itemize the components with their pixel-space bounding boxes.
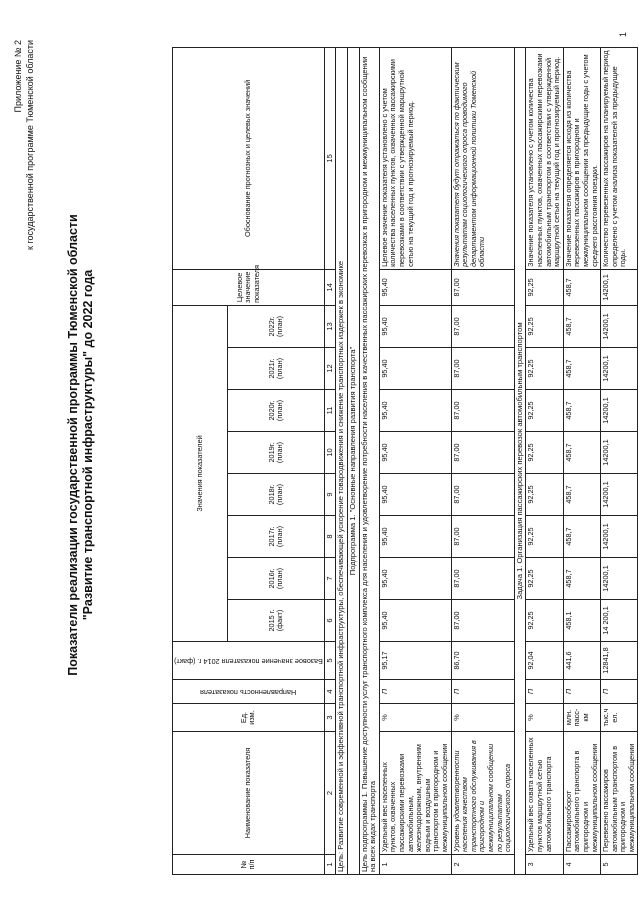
table-row bbox=[601, 47, 638, 874]
table-row bbox=[563, 47, 600, 874]
column-number: 1 bbox=[324, 855, 336, 875]
table-row bbox=[379, 47, 451, 874]
header-year: 2018г. (план) bbox=[228, 474, 324, 516]
column-number: 2 bbox=[324, 732, 336, 855]
column-number: 4 bbox=[324, 680, 336, 704]
title-line-1: Показатели реализации государственной программы Тюменской области bbox=[66, 214, 80, 676]
task-text: Задача 1. Организация пассажирских перевозок автомобильным транспортом bbox=[514, 47, 526, 874]
indicators-table bbox=[172, 47, 638, 875]
document-title bbox=[66, 45, 96, 845]
indicator-name: Пассажирооборот автомобильного транспорта в пригородном и межмуниципальном сообщении bbox=[563, 732, 600, 855]
year-value: 87,00 bbox=[451, 558, 514, 600]
header-direction bbox=[173, 680, 325, 704]
year-value: 95,40 bbox=[379, 516, 451, 558]
header-row-1 bbox=[173, 47, 228, 874]
table-row bbox=[526, 47, 563, 874]
row-number: 5 bbox=[601, 855, 638, 875]
header-year: 2015 г. (факт) bbox=[228, 600, 324, 642]
year-value: 92,25 bbox=[526, 348, 563, 390]
year-value: 92,25 bbox=[526, 516, 563, 558]
year-value: 14200,1 bbox=[601, 432, 638, 474]
column-number: 11 bbox=[324, 390, 336, 432]
year-value: 92,25 bbox=[526, 390, 563, 432]
column-number: 9 bbox=[324, 474, 336, 516]
year-value: 14200,1 bbox=[601, 474, 638, 516]
header-values-group: Значения показателей bbox=[173, 305, 228, 641]
year-value: 458,7 bbox=[563, 516, 600, 558]
appendix-line-2: к государственной программе Тюменской области bbox=[25, 40, 35, 250]
column-number: 3 bbox=[324, 704, 336, 732]
unit-cell: % bbox=[451, 704, 514, 732]
column-numbers-row bbox=[324, 47, 336, 874]
header-base bbox=[173, 642, 325, 680]
target-value: 95,40 bbox=[379, 269, 451, 305]
year-value: 87,00 bbox=[451, 432, 514, 474]
year-value: 458,7 bbox=[563, 474, 600, 516]
target-value: 458,7 bbox=[563, 269, 600, 305]
year-value: 87,00 bbox=[451, 305, 514, 347]
justification-cell: Целевое значение показателя установлено с учетом количества населенных пунктов, охваченных пассажирскими перевозками в соответствии с утвержденной маршрутной сетью на текущий год и прогнозируемый период. bbox=[379, 47, 451, 269]
column-number: 10 bbox=[324, 432, 336, 474]
goal-row bbox=[336, 47, 348, 874]
justification-cell: Количество перевезенных пассажиров на планируемый период определено с учетом анализа показателей за предыдущие годы. bbox=[601, 47, 638, 269]
year-value: 92,25 bbox=[526, 305, 563, 347]
header-year: 2017г. (план) bbox=[228, 516, 324, 558]
year-value: 92,25 bbox=[526, 432, 563, 474]
column-number: 5 bbox=[324, 642, 336, 680]
year-value: 95,40 bbox=[379, 432, 451, 474]
direction-cell: П bbox=[601, 680, 638, 704]
unit-cell: % bbox=[526, 704, 563, 732]
target-value: 14200,1 bbox=[601, 269, 638, 305]
header-base-text: Базовое значение показателя 2014 г. (факт) bbox=[174, 656, 323, 666]
indicator-name: Удельный вес охвата населенных пунктов маршрутной сетью автомобильного транспорта bbox=[526, 732, 563, 855]
target-value: 92,25 bbox=[526, 269, 563, 305]
header-year: 2022г. (план) bbox=[228, 305, 324, 347]
base-value: 441,6 bbox=[563, 642, 600, 680]
unit-cell: тыс.ч ел. bbox=[601, 704, 638, 732]
direction-cell: П bbox=[563, 680, 600, 704]
year-value: 14200,1 bbox=[601, 305, 638, 347]
column-number: 14 bbox=[324, 269, 336, 305]
base-value: 92,04 bbox=[526, 642, 563, 680]
header-year: 2019г. (план) bbox=[228, 432, 324, 474]
direction-cell: П bbox=[379, 680, 451, 704]
column-number: 15 bbox=[324, 47, 336, 269]
header-name: Наименование показателя bbox=[173, 732, 325, 855]
year-value: 14200,1 bbox=[601, 558, 638, 600]
row-number: 4 bbox=[563, 855, 600, 875]
unit-cell: млн. пасс-км bbox=[563, 704, 600, 732]
direction-cell: П bbox=[451, 680, 514, 704]
page-number: 1 bbox=[618, 32, 628, 38]
base-value: 12841,8 bbox=[601, 642, 638, 680]
task-row bbox=[514, 47, 526, 874]
year-value: 95,40 bbox=[379, 558, 451, 600]
column-number: 13 bbox=[324, 305, 336, 347]
year-value: 95,40 bbox=[379, 600, 451, 642]
year-value: 458,7 bbox=[563, 432, 600, 474]
column-number: 8 bbox=[324, 516, 336, 558]
year-value: 92,25 bbox=[526, 558, 563, 600]
header-justification: Обоснование прогнозных и целевых значений bbox=[173, 47, 325, 269]
year-value: 458,7 bbox=[563, 348, 600, 390]
subprogram-row bbox=[348, 47, 360, 874]
goal-text: Цель: Развитие современной и эффективной транспортной инфраструктуры, обеспечивающей ускорение товародвижения и снижение транспортных издержек в экономике bbox=[336, 47, 348, 874]
header-unit: Ед. изм. bbox=[173, 704, 325, 732]
indicator-name: Перевезено пассажиров автомобильным транспортом в пригородном и межмуниципальном сообщении bbox=[601, 732, 638, 855]
row-number: 1 bbox=[379, 855, 451, 875]
header-direction-text: Направленность показателя bbox=[200, 687, 297, 697]
base-value: 86,70 bbox=[451, 642, 514, 680]
year-value: 458,7 bbox=[563, 390, 600, 432]
appendix-line-1: Приложение № 2 bbox=[13, 40, 23, 113]
target-value: 87,00 bbox=[451, 269, 514, 305]
title-line-2: "Развитие транспортной инфраструктуры" до 2022 года bbox=[81, 269, 95, 621]
header-year: 2020г. (план) bbox=[228, 390, 324, 432]
subgoal-row bbox=[359, 47, 379, 874]
year-value: 14200,1 bbox=[601, 516, 638, 558]
year-value: 87,00 bbox=[451, 390, 514, 432]
year-value: 95,40 bbox=[379, 390, 451, 432]
appendix-note bbox=[12, 40, 36, 250]
year-value: 87,00 bbox=[451, 516, 514, 558]
year-value: 458,7 bbox=[563, 558, 600, 600]
year-value: 87,00 bbox=[451, 474, 514, 516]
header-num: № п/п bbox=[173, 855, 325, 875]
header-target: Целевое значение показателя bbox=[173, 269, 325, 305]
justification-cell: Значение показателя установлено с учетом количества населенных пунктов, охваченных пассажирскими перевозками автомобильным транспортом в соответствии с утвержденной маршрутной сетью на текущий год и прогнозируемый период. bbox=[526, 47, 563, 269]
header-year: 2016г. (план) bbox=[228, 558, 324, 600]
base-value: 95,17 bbox=[379, 642, 451, 680]
column-number: 7 bbox=[324, 558, 336, 600]
justification-cell: Значения показателя будут отражаться по фактическим результатам социологического опроса проводимого департаментом информационной политики Тюменской области bbox=[451, 47, 514, 269]
year-value: 95,40 bbox=[379, 348, 451, 390]
year-value: 14200,1 bbox=[601, 390, 638, 432]
direction-cell: П bbox=[526, 680, 563, 704]
year-value: 92,25 bbox=[526, 474, 563, 516]
year-value: 14 200,1 bbox=[601, 600, 638, 642]
unit-cell: % bbox=[379, 704, 451, 732]
row-number: 2 bbox=[451, 855, 514, 875]
year-value: 95,40 bbox=[379, 474, 451, 516]
row-number: 3 bbox=[526, 855, 563, 875]
year-value: 87,00 bbox=[451, 600, 514, 642]
indicator-name: Уровень удовлетворенности населения качеством транспортного обслуживания в пригородном и межмуниципальном сообщении по результатам социологического опроса bbox=[451, 732, 514, 855]
column-number: 6 bbox=[324, 600, 336, 642]
year-value: 92,25 bbox=[526, 600, 563, 642]
year-value: 458,7 bbox=[563, 305, 600, 347]
year-value: 458,1 bbox=[563, 600, 600, 642]
subprogram-text: Подпрограмма 1. "Основные направления развития транспорта" bbox=[348, 47, 360, 874]
indicator-name: Удельный вес населенных пунктов, охваченных пассажирскими перевозками автомобильным, железнодорожным, внутренним водным и воздушным транспортом в пригородном и межмуниципальном сообщении bbox=[379, 732, 451, 855]
subgoal-text: Цель подпрограммы 1. Повышение доступности услуг транспортного комплекса для населения и удовлетворение потребности населения в качественных пассажирских перевозках в пригородном и межмуниципальном сообщении на всех видах транспорта bbox=[359, 47, 379, 874]
year-value: 14200,1 bbox=[601, 348, 638, 390]
justification-cell: Значение показателя определяется исходя из количества перевезенных пассажиров в пригородном и межмуниципальном сообщении за предыдущие годы с учетом среднего расстояния поездки. bbox=[563, 47, 600, 269]
year-value: 95,40 bbox=[379, 305, 451, 347]
header-year: 2021г. (план) bbox=[228, 348, 324, 390]
table-row bbox=[451, 47, 514, 874]
column-number: 12 bbox=[324, 348, 336, 390]
year-value: 87,00 bbox=[451, 348, 514, 390]
